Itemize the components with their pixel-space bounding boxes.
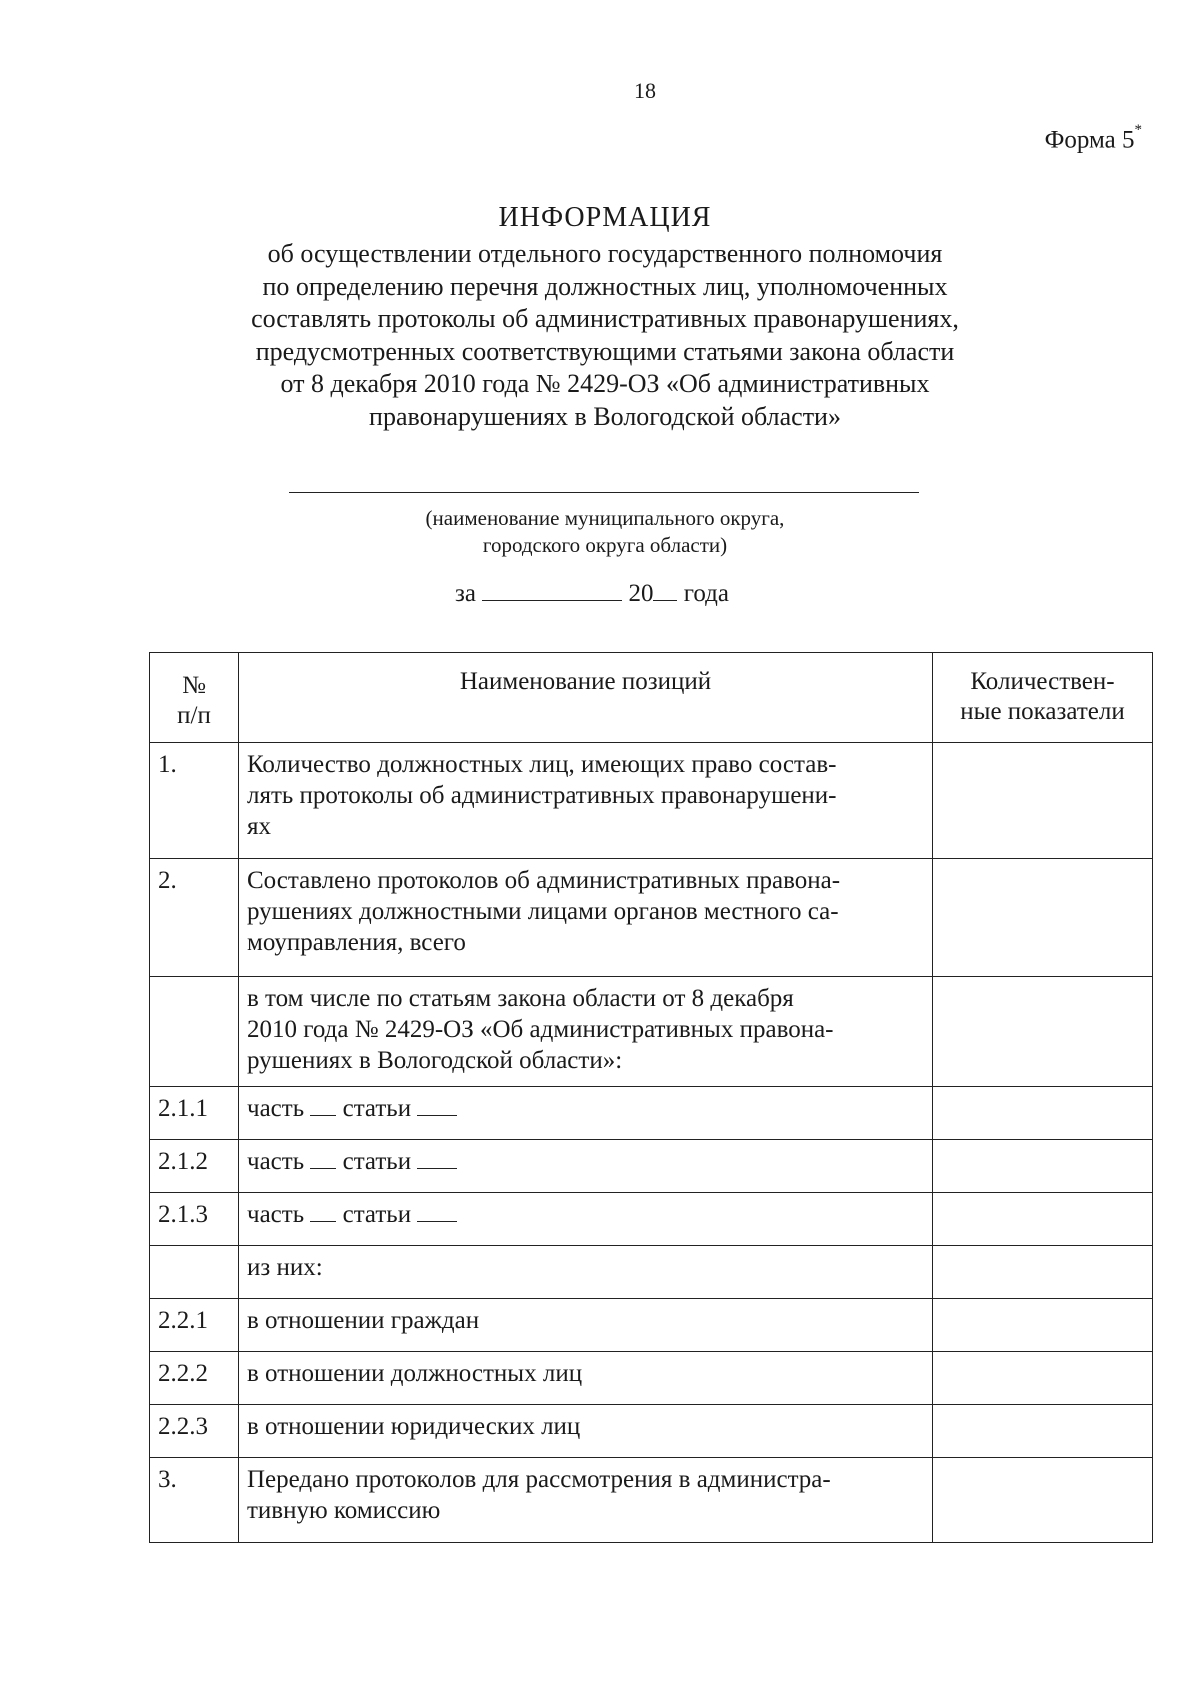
form-footnote-mark: * [1134,122,1142,138]
table-row [150,977,1153,1087]
subtitle-line: правонарушениях в Вологодской области» [369,401,841,431]
row-num: 2. [150,859,239,977]
row-num [150,1246,239,1299]
header-num-line: № [182,672,206,699]
form-label-text: Форма 5 [1044,126,1135,154]
part-blank [310,1205,336,1222]
row-name [239,1193,933,1246]
header-name: Наименование позиций [239,653,933,743]
article-label: статьи [342,1201,412,1228]
header-qty-line: Количествен- [970,668,1115,695]
row-qty-cell[interactable] [933,1405,1153,1458]
row-name-line: ях [247,813,271,840]
row-name-line: в отношении граждан [247,1307,480,1334]
row-name [239,1087,933,1140]
row-qty-cell[interactable] [933,1087,1153,1140]
row-name-line: Передано протоколов для рассмотрения в администра- [247,1466,831,1493]
table-row [150,1352,1153,1405]
row-num: 1. [150,743,239,859]
subtitle-line: по определению перечня должностных лиц, уполномоченных [262,271,948,301]
row-name [239,859,933,977]
row-name [239,1405,933,1458]
row-qty-cell[interactable] [933,1299,1153,1352]
table-row [150,1299,1153,1352]
subtitle-line: об осуществлении отдельного государственного полномочия [267,239,943,268]
period-blank [482,582,622,601]
reporting-period [455,580,729,608]
part-blank [310,1152,336,1169]
table-row [150,1458,1153,1543]
row-name-line: моуправления, всего [247,929,466,956]
row-name-line: из них: [247,1254,323,1281]
row-num: 2.1.3 [150,1193,239,1246]
caption-line: городского округа области) [482,533,728,557]
period-suffix: года [683,580,729,607]
row-num: 2.2.3 [150,1405,239,1458]
period-year-blank [653,582,677,601]
row-qty-cell[interactable] [933,1352,1153,1405]
row-num: 2.1.2 [150,1140,239,1193]
row-name-line: 2010 года № 2429-ОЗ «Об административных правона- [247,1016,834,1043]
article-label: статьи [342,1148,412,1175]
row-name-line: в отношении юридических лиц [247,1413,581,1440]
table-row [150,859,1153,977]
header-num-line: п/п [177,702,211,729]
table-row [150,743,1153,859]
header-qty [933,653,1153,743]
row-num: 3. [150,1458,239,1543]
row-num [150,977,239,1087]
municipality-caption [0,505,1200,559]
row-name [239,1299,933,1352]
caption-line: (наименование муниципального округа, [425,506,785,530]
row-name-line: в отношении должностных лиц [247,1360,583,1387]
table-row [150,1140,1153,1193]
row-name-line: рушениях в Вологодской области»: [247,1047,623,1074]
row-name-line: Составлено протоколов об административных правона- [247,867,841,894]
part-label: часть [247,1201,305,1228]
document-subtitle [0,238,1200,433]
row-qty-cell[interactable] [933,1140,1153,1193]
row-name [239,1458,933,1543]
info-table [149,652,1153,1543]
row-num: 2.1.1 [150,1087,239,1140]
part-blank [310,1099,336,1116]
row-num: 2.2.1 [150,1299,239,1352]
row-qty-cell[interactable] [933,859,1153,977]
row-name-line: тивную комиссию [247,1497,441,1524]
row-name-line: в том числе по статьям закона области от 8 декабря [247,985,794,1012]
article-blank [417,1099,457,1116]
row-name [239,977,933,1087]
period-year-prefix: 20 [628,580,654,607]
row-name-line: рушениях должностными лицами органов местного са- [247,898,839,925]
subtitle-line: от 8 декабря 2010 года № 2429-ОЗ «Об административных [280,369,930,398]
row-name [239,1352,933,1405]
subtitle-line: предусмотренных соответствующими статьями закона области [255,336,955,366]
part-label: часть [247,1148,305,1175]
period-prefix: за [455,580,476,607]
row-qty-cell[interactable] [933,1246,1153,1299]
row-name [239,1140,933,1193]
table-row [150,1087,1153,1140]
row-qty-cell[interactable] [933,743,1153,859]
article-blank [417,1152,457,1169]
row-name [239,1246,933,1299]
table-header-row [150,653,1153,743]
part-label: часть [247,1095,305,1122]
row-name [239,743,933,859]
row-qty-cell[interactable] [933,1458,1153,1543]
table-row [150,1405,1153,1458]
article-label: статьи [342,1095,412,1122]
municipality-name-line [289,492,919,493]
row-name-line: лять протоколы об административных правонарушени- [247,782,837,809]
row-num: 2.2.2 [150,1352,239,1405]
row-qty-cell[interactable] [933,1193,1153,1246]
subtitle-line: составлять протоколы об административных правонарушениях, [251,304,959,333]
form-label [1044,122,1142,154]
header-num [150,653,239,743]
row-name-line: Количество должностных лиц, имеющих право состав- [247,751,837,778]
table-row [150,1246,1153,1299]
header-qty-line: ные показатели [960,698,1125,725]
row-qty-cell[interactable] [933,977,1153,1087]
document-title: ИНФОРМАЦИЯ [498,202,712,233]
page-number: 18 [634,78,656,103]
article-blank [417,1205,457,1222]
table-row [150,1193,1153,1246]
